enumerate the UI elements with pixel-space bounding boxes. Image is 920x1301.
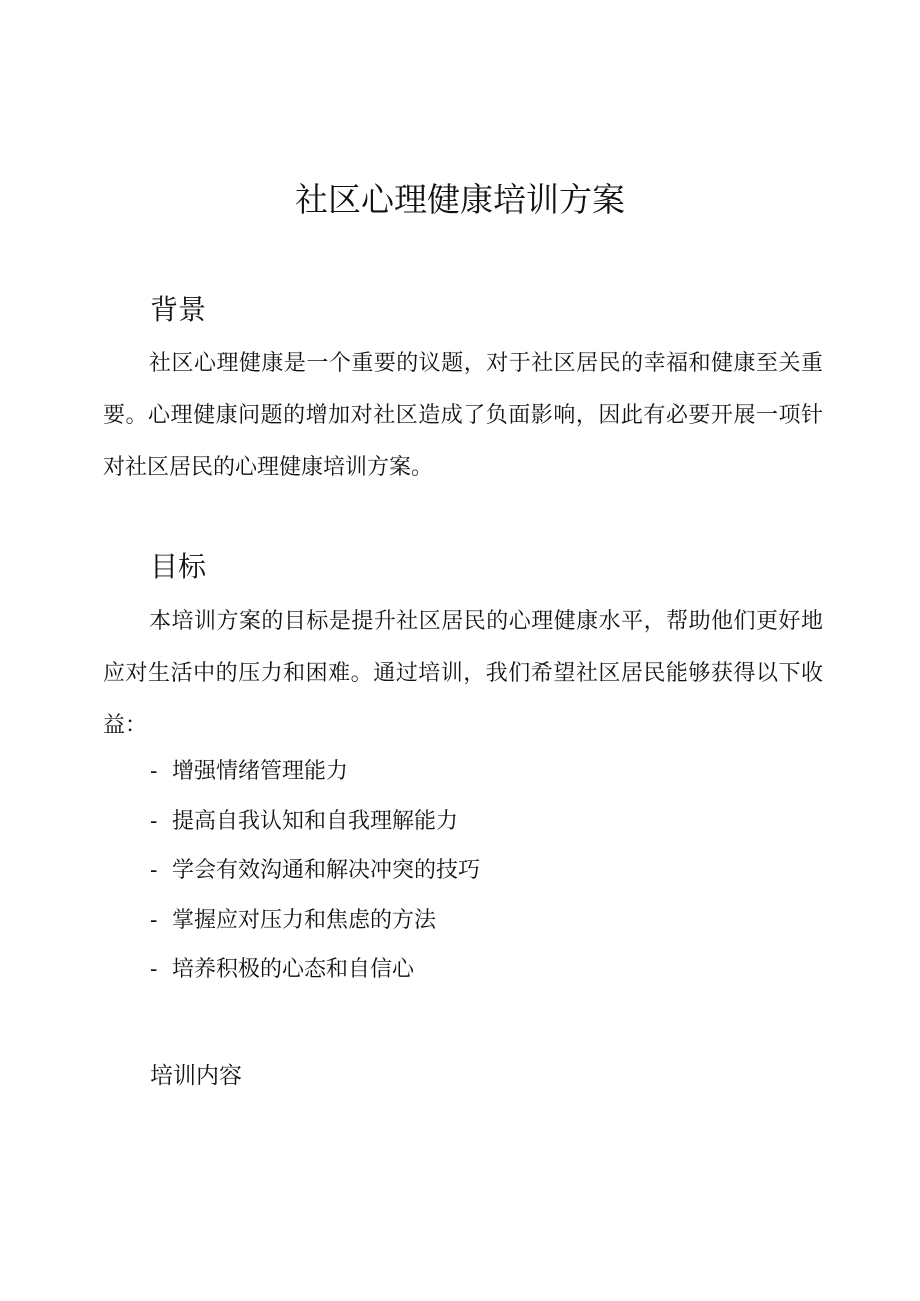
list-item-text: 培养积极的心态和自信心 <box>172 957 415 982</box>
list-item-text: 学会有效沟通和解决冲突的技巧 <box>172 858 481 883</box>
list-item <box>150 797 480 847</box>
list-item <box>150 846 480 896</box>
section-heading-background: 背景 <box>150 293 207 326</box>
list-item <box>150 945 480 995</box>
list-item <box>150 896 480 946</box>
list-marker: - <box>150 907 158 933</box>
section-heading-training-content: 培训内容 <box>150 1063 242 1089</box>
list-marker: - <box>150 759 158 784</box>
background-paragraph: 社区心理健康是一个重要的议题，对于社区居民的幸福和健康至关重要。心理健康问题的增加对社区造成了负面影响，因此有必要开展一项针对社区居民的心理健康培训方案。 <box>103 351 823 480</box>
list-marker: - <box>150 858 158 883</box>
list-item-text: 掌握应对压力和焦虑的方法 <box>172 907 437 933</box>
list-marker: - <box>150 808 158 834</box>
list-item-text: 提高自我认知和自我理解能力 <box>172 808 459 834</box>
document-title: 社区心理健康培训方案 <box>295 180 625 219</box>
goals-paragraph: 本培训方案的目标是提升社区居民的心理健康水平，帮助他们更好地应对生活中的压力和困难。通过培训，我们希望社区居民能够获得以下收益： <box>103 609 823 738</box>
list-marker: - <box>150 957 158 982</box>
list-item-text: 增强情绪管理能力 <box>172 759 349 784</box>
list-item <box>150 747 480 797</box>
section-heading-goals: 目标 <box>150 550 207 583</box>
benefits-list <box>150 747 480 995</box>
